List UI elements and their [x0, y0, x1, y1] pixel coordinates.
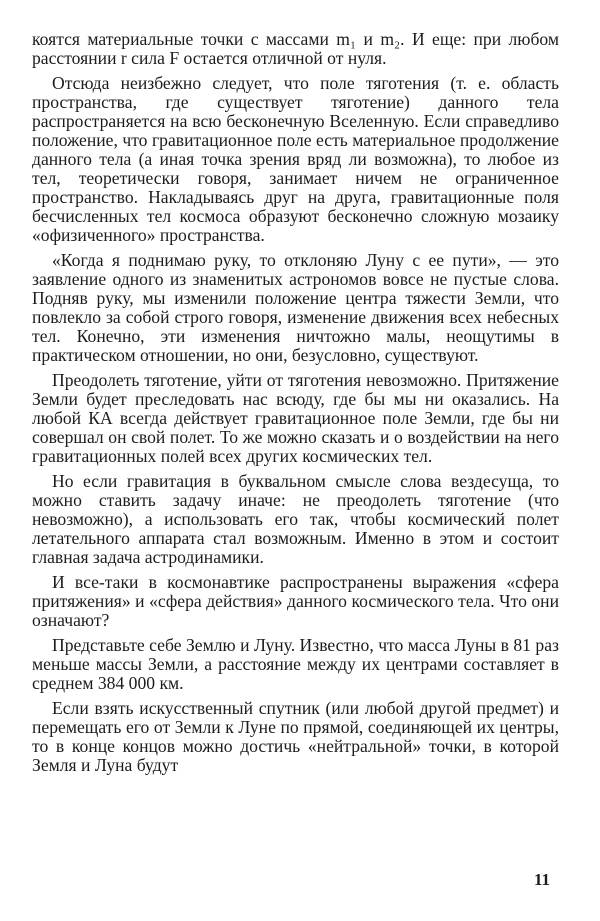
paragraph-7: Представьте себе Землю и Луну. Известно, что масса Луны в 81 раз меньше массы Земли, а расстояние между их центрами составляет в среднем 384 000 км. [32, 635, 559, 693]
paragraph-6: И все-таки в космонавтике распространены выражения «сфера притяжения» и «сфера действия» данного космического тела. Что они означают? [32, 572, 559, 630]
page-number: 11 [533, 870, 550, 889]
paragraph-4: Преодолеть тяготение, уйти от тяготения невозможно. Притяжение Земли будет преследовать нас всюду, где бы мы ни оказались. На любой КА всегда действует гравитационное поле Земли, где бы ни совершал он свой полет. То же можно сказать и о воздействии на него гравитационных полей всех других космических тел. [32, 370, 559, 466]
paragraph-8: Если взять искусственный спутник (или любой другой предмет) и перемещать его от Земли к Луне по прямой, соединяющей их центры, то в конце концов можно достичь «нейтральной» точки, в которой Земля и Луна будут [32, 698, 559, 775]
paragraph-5: Но если гравитация в буквальном смысле слова вездесуща, то можно ставить задачу иначе: не преодолеть тяготение (что невозможно), а использовать его так, чтобы космический полет летательного аппарата стал возможным. Именно в этом и состоит главная задача астродинамики. [32, 471, 559, 567]
page-body [32, 30, 559, 781]
paragraph-2: Отсюда неизбежно следует, что поле тяготения (т. е. область пространства, где существует тяготение) данного тела распространяется на всю бесконечную Вселенную. Если справедливо положение, что гравитационное поле есть материальное продолжение данного тела (а иная точка зрения вряд ли возможна), то любое из тел, теоретически говоря, занимает ничем не ограниченное пространство. Накладываясь друг на друга, гравитационные поля бесчисленных тел космоса образуют бесконечно сложную мозаику «офизиченного» пространства. [32, 73, 559, 245]
paragraph-3: «Когда я поднимаю руку, то отклоняю Луну с ее пути», — это заявление одного из знаменитых астрономов вовсе не пустые слова. Подняв руку, мы изменили положение центра тяжести Земли, что повлекло за собой строго говоря, изменение движения всех небесных тел. Конечно, эти изменения ничтожно малы, неощутимы в практическом отношении, но они, безусловно, существуют. [32, 250, 559, 365]
paragraph-1: коятся материальные точки с массами m₁ и m₂. И еще: при любом расстоянии r сила F остается отличной от нуля. [32, 29, 559, 68]
